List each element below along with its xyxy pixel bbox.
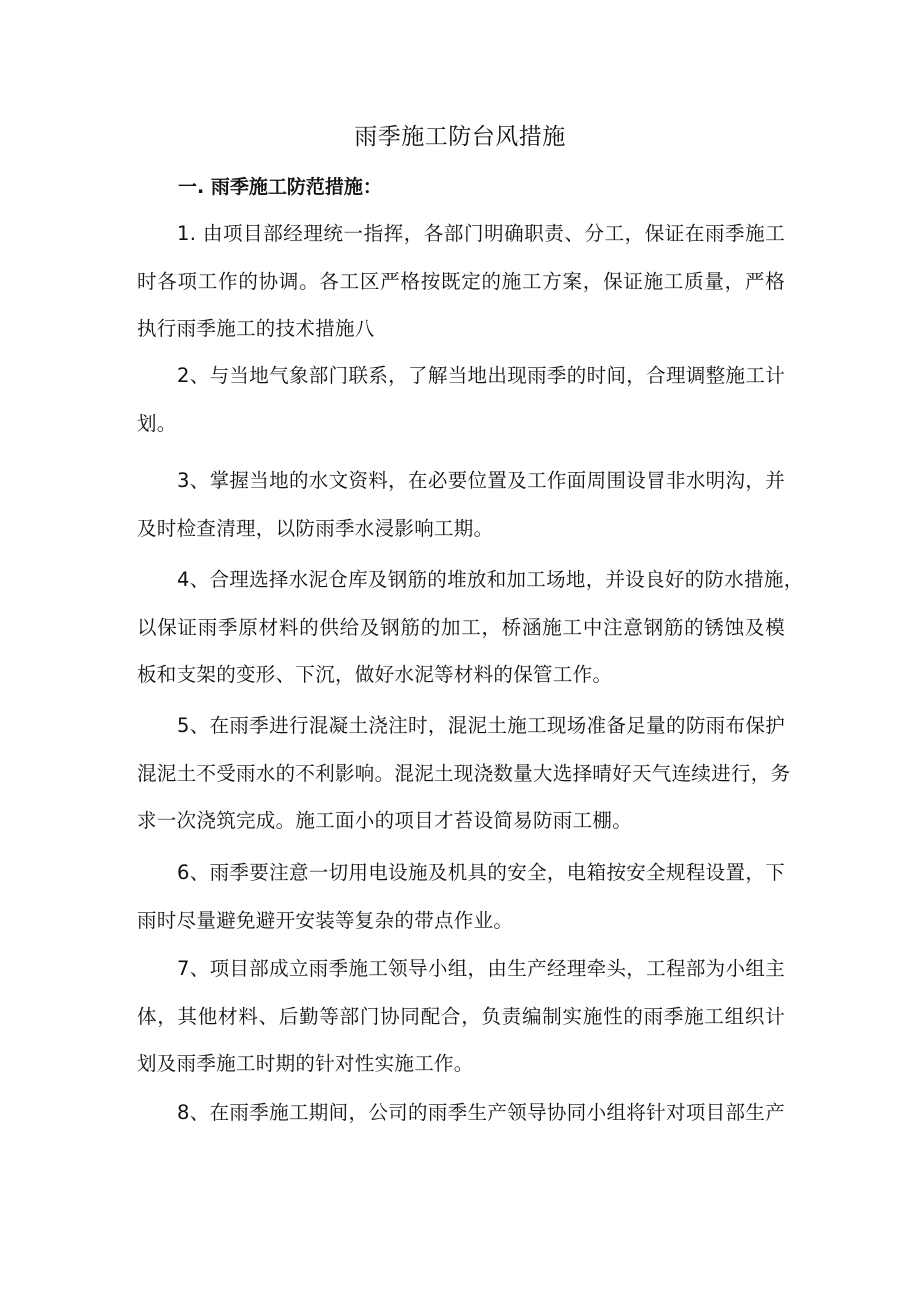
paragraph-line: 7、项目部成立雨季施工领导小组，由生产经理牵头，工程部为小组主 <box>177 957 785 980</box>
paragraph-line: 划。 <box>137 411 177 435</box>
section-heading: 一. 雨季施工防范措施： <box>178 176 382 198</box>
paragraph-7 <box>137 945 785 1088</box>
paragraph-line: 执行雨季施工的技术措施八 <box>137 317 375 340</box>
paragraph-8 <box>137 1089 785 1137</box>
paragraph-line: 5、在雨季进行混凝土浇注时，混泥土施工现场准备足量的防雨布保护 <box>177 714 785 737</box>
paragraph-line: 3、掌握当地的水文资料，在必要位置及工作面周围设冒非水明沟，并 <box>177 469 785 492</box>
paragraph-line: 8、在雨季施工期间，公司的雨季生产领导协同小组将针对项目部生产 <box>177 1101 785 1124</box>
paragraph-line: 及时检查清理，以防雨季水浸影响工期。 <box>137 516 494 540</box>
paragraph-3 <box>137 457 785 552</box>
paragraph-line: 2、与当地气象部门联系，了解当地出现雨季的时间，合理调整施工计 <box>177 364 785 387</box>
paragraph-2 <box>137 352 785 447</box>
paragraph-line: 以保证雨季原材料的供给及钢筋的加工，桥涵施工中注意钢筋的锈蚀及模 <box>137 615 785 639</box>
paragraph-line: 划及雨季施工时期的针对性实施工作。 <box>137 1052 474 1075</box>
paragraph-line: 求一次浇筑完成。施工面小的项目才苔设简易防雨工棚。 <box>137 809 633 832</box>
paragraph-line: 1. 由项目部经理统一指挥，各部门明确职责、分工，保证在雨季施工 <box>177 222 785 245</box>
paragraph-4 <box>137 556 804 699</box>
document-title: 雨季施工防台风措施 <box>354 124 566 150</box>
paragraph-5 <box>137 702 791 845</box>
paragraph-line: 4、合理选择水泥仓库及钢筋的堆放和加工场地，并设良好的防水措施， <box>177 568 804 591</box>
paragraph-line: 混泥土不受雨水的不利影响。混泥土现浇数量大选择晴好天气连续进行，务 <box>137 761 791 785</box>
paragraph-line: 板和支架的变形、下沉，做好水泥等材料的保管工作。 <box>137 663 613 686</box>
paragraph-line: 6、雨季要注意一切用电设施及机具的安全，电箱按安全规程设置，下 <box>177 861 785 884</box>
paragraph-1 <box>137 210 785 353</box>
paragraph-line: 雨时尽量避免避开安装等复杂的带点作业。 <box>137 908 514 932</box>
paragraph-line: 体，其他材料、后勤等部门协同配合，负责编制实施性的雨季施工组织计 <box>137 1004 785 1028</box>
paragraph-6 <box>137 849 785 944</box>
paragraph-line: 时各项工作的协调。各工区严格按既定的施工方案，保证施工质量，严格 <box>137 269 785 293</box>
